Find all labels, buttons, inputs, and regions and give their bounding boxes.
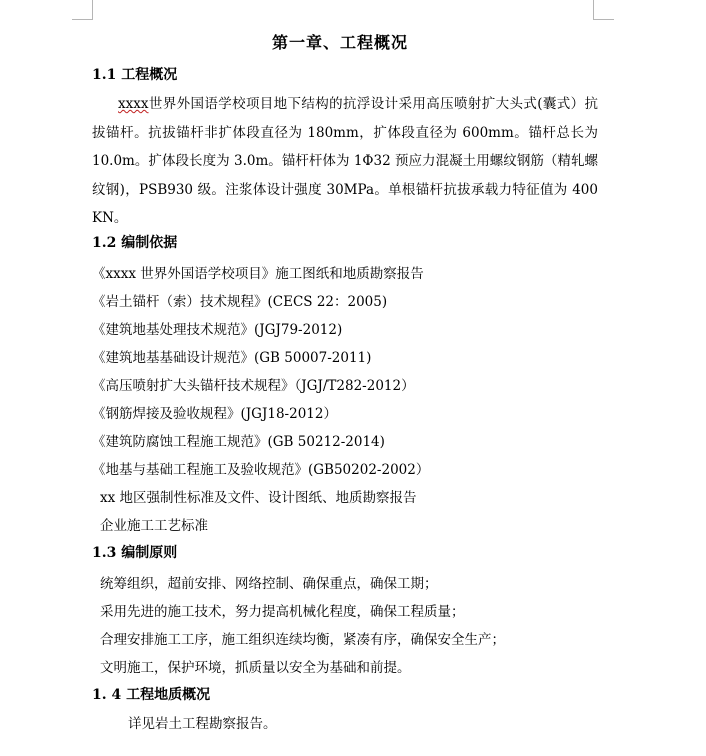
section-heading-1-2: 1.2 编制依据 bbox=[92, 235, 178, 251]
principle-item: 统筹组织，超前安排、网络控制、确保重点，确保工期； bbox=[100, 576, 438, 592]
reference-item: 《岩土锚杆（索）技术规程》(CECS 22：2005) bbox=[92, 294, 388, 310]
page-corner-mark bbox=[72, 19, 93, 20]
reference-item: xx 地区强制性标准及文件、设计图纸、地质勘察报告 bbox=[100, 490, 417, 506]
principle-item: 合理安排施工工序，施工组织连续均衡，紧凑有序，确保安全生产； bbox=[100, 632, 505, 648]
reference-item: 《建筑地基基础设计规范》(GB 50007-2011) bbox=[92, 350, 372, 366]
reference-item: 《高压喷射扩大头锚杆技术规程》（JGJ/T282-2012） bbox=[92, 378, 415, 394]
reference-item: 企业施工工艺标准 bbox=[100, 518, 208, 534]
reference-item: 《建筑防腐蚀工程施工规范》(GB 50212-2014) bbox=[92, 434, 385, 450]
page-corner-mark bbox=[593, 19, 614, 20]
principle-item: 采用先进的施工技术，努力提高机械化程度，确保工程质量； bbox=[100, 604, 465, 620]
section-heading-1-4: 1. 4 工程地质概况 bbox=[92, 687, 211, 703]
placeholder-text: xxxx bbox=[118, 96, 149, 112]
principle-item: 文明施工，保护环境，抓质量以安全为基础和前提。 bbox=[100, 660, 411, 676]
chapter-title: 第一章、工程概况 bbox=[272, 33, 409, 52]
reference-item: 《钢筋焊接及验收规程》(JGJ18-2012） bbox=[92, 406, 337, 422]
section-1-4-text: 详见岩土工程勘察报告。 bbox=[128, 716, 277, 732]
reference-item: 《地基与基础工程施工及验收规范》(GB50202-2002） bbox=[92, 462, 430, 478]
reference-item: 《xxxx 世界外国语学校项目》施工图纸和地质勘察报告 bbox=[92, 266, 424, 282]
section-heading-1-3: 1.3 编制原则 bbox=[92, 545, 178, 561]
paragraph-text: 世界外国语学校项目地下结构的抗浮设计采用高压喷射扩大头式(囊式）抗拔锚杆。抗拔锚杆非扩体段直径为 180mm，扩体段直径为 600mm。锚杆总长为 10.0m。扩体段长度为 3.0m。锚杆杆体为 1Φ32 预应力混凝土用螺纹钢筋（精轧螺纹钢)，PSB930 级。注浆体设计强度 30MPa。单根锚杆抗拔承载力特征值为 400 KN。 bbox=[92, 96, 598, 226]
section-1-1-paragraph bbox=[92, 90, 598, 233]
page-corner-mark bbox=[92, 0, 93, 20]
reference-item: 《建筑地基处理技术规范》(JGJ79-2012) bbox=[92, 322, 343, 338]
page-corner-mark bbox=[593, 0, 594, 20]
section-heading-1-1: 1.1 工程概况 bbox=[92, 67, 178, 83]
